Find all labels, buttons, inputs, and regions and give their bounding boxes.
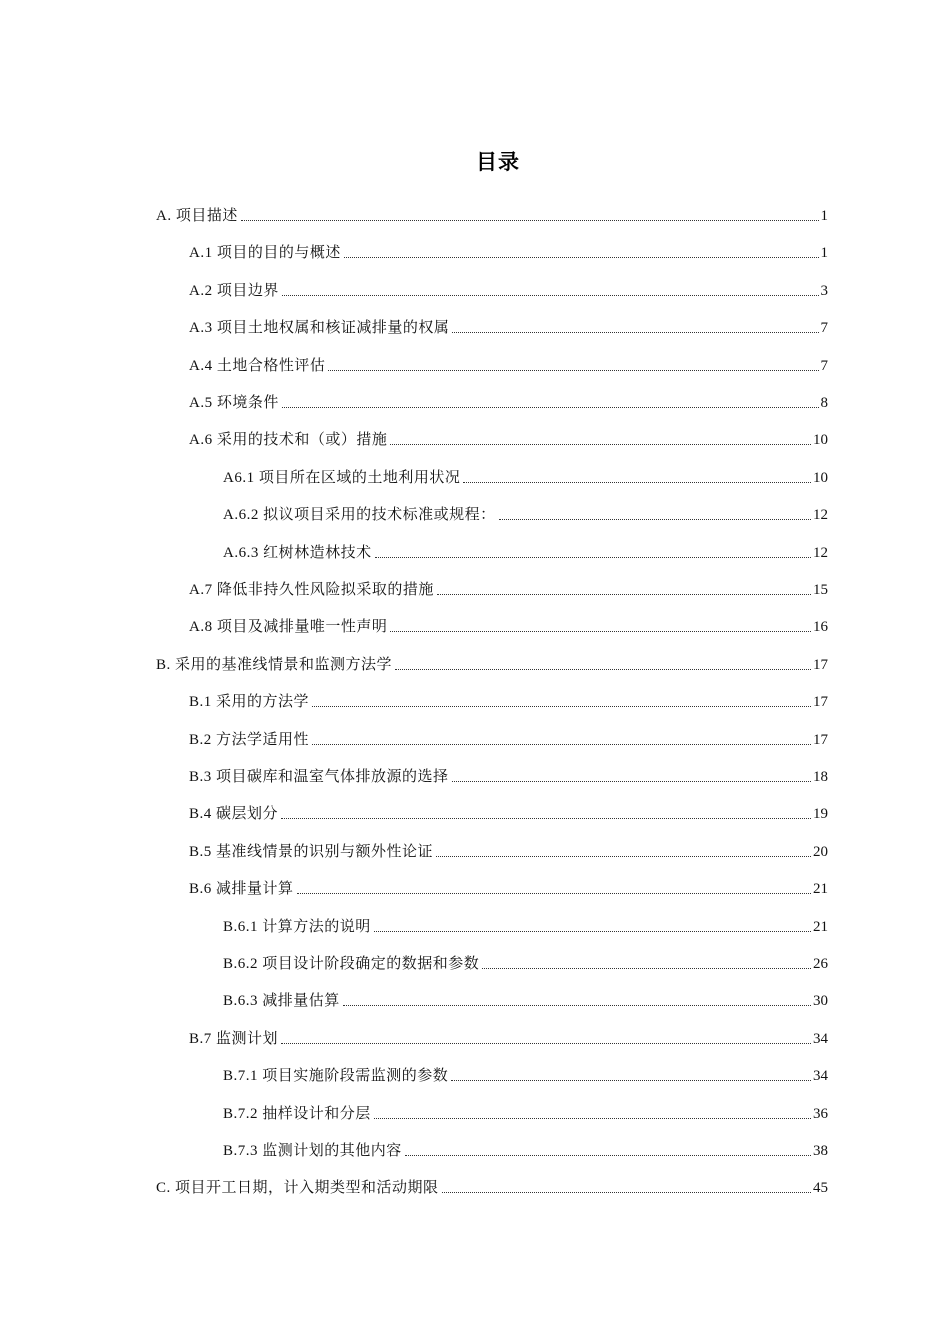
toc-entry[interactable]: [189, 338, 828, 375]
toc-page-number: 18: [813, 769, 828, 785]
toc-entry[interactable]: [189, 749, 828, 786]
toc-page-number: 36: [813, 1105, 828, 1122]
toc-entry-label: A.2 项目边界: [189, 282, 279, 299]
toc-entry[interactable]: [156, 1160, 828, 1197]
toc-entry[interactable]: [189, 712, 828, 749]
toc-leader-dots: [390, 630, 811, 632]
toc-leader-dots: [482, 967, 811, 969]
toc-entry[interactable]: [223, 936, 828, 973]
toc-leader-dots: [282, 294, 819, 296]
toc-page-number: 15: [813, 582, 828, 598]
toc-entry-label: B.5 基准线情景的识别与额外性论证: [189, 843, 434, 860]
toc-entry[interactable]: [189, 225, 828, 262]
toc-page-number: 1: [820, 245, 828, 262]
toc-leader-dots: [499, 518, 811, 520]
toc-entry[interactable]: [223, 1123, 828, 1160]
toc-leader-dots: [436, 855, 811, 857]
toc-leader-dots: [452, 780, 811, 782]
toc-leader-dots: [297, 892, 811, 894]
toc-page-number: 19: [813, 806, 828, 823]
toc-entry-label: A.3 项目土地权属和核证减排量的权属: [189, 320, 450, 337]
toc-entry[interactable]: [223, 1086, 828, 1123]
toc-leader-dots: [328, 369, 818, 371]
toc-entry[interactable]: [189, 674, 828, 711]
toc-entry-label: A. 项目描述: [156, 208, 238, 224]
toc-leader-dots: [374, 1117, 811, 1119]
toc-entry-label: B.6 减排量计算: [189, 881, 294, 898]
toc-entry[interactable]: [189, 1011, 828, 1048]
toc-leader-dots: [344, 256, 819, 258]
page-title: 目录: [476, 150, 520, 174]
toc-entry[interactable]: [189, 300, 828, 337]
toc-page-number: 17: [813, 731, 828, 748]
toc-page-number: 38: [813, 1143, 828, 1159]
toc-page-number: 45: [813, 1180, 828, 1197]
toc-entry-label: A.6.2 拟议项目采用的技术标准或规程：: [223, 507, 496, 524]
toc-entry-label: C. 项目开工日期，计入期类型和活动期限: [156, 1180, 439, 1197]
toc-page-number: 7: [820, 357, 828, 374]
toc-leader-dots: [241, 219, 819, 221]
toc-leader-dots: [463, 481, 811, 483]
toc-entry-label: B.1 采用的方法学: [189, 694, 310, 711]
toc-leader-dots: [437, 593, 811, 595]
toc-leader-dots: [390, 443, 811, 445]
toc-page-number: 10: [813, 469, 828, 486]
toc-leader-dots: [395, 668, 811, 670]
toc-entry[interactable]: [189, 412, 828, 449]
toc-leader-dots: [374, 930, 811, 932]
toc-leader-dots: [451, 1079, 811, 1081]
toc-leader-dots: [312, 705, 811, 707]
toc-entry-label: B.6.3 减排量估算: [223, 993, 340, 1010]
toc-entry[interactable]: [223, 1048, 828, 1085]
toc-entry-label: B.7.1 项目实施阶段需监测的参数: [223, 1068, 449, 1085]
toc-leader-dots: [442, 1191, 811, 1193]
toc-page-number: 3: [820, 282, 828, 299]
toc-leader-dots: [282, 406, 819, 408]
toc-entry-label: B.3 项目碳库和温室气体排放源的选择: [189, 769, 449, 785]
toc-entry[interactable]: [189, 263, 828, 300]
toc-leader-dots: [452, 331, 818, 333]
toc-entry-label: A.4 土地合格性评估: [189, 357, 326, 374]
toc-page-number: 26: [813, 956, 828, 972]
toc-entry-label: B.6.1 计算方法的说明: [223, 918, 371, 935]
toc-entry-label: A.5 环境条件: [189, 395, 279, 411]
toc-page-number: 17: [813, 694, 828, 711]
toc-leader-dots: [343, 1004, 811, 1006]
toc-entry[interactable]: [189, 824, 828, 861]
toc-leader-dots: [405, 1154, 811, 1156]
toc-entry[interactable]: [223, 899, 828, 936]
toc-page-number: 16: [813, 619, 828, 636]
toc-entry[interactable]: [189, 861, 828, 898]
toc-entry-label: A.6.3 红树林造林技术: [223, 544, 372, 561]
toc-entry[interactable]: [223, 525, 828, 562]
toc-entry-label: B.7.3 监测计划的其他内容: [223, 1143, 402, 1159]
toc-entry[interactable]: [189, 599, 828, 636]
toc-page-number: 21: [813, 918, 828, 935]
toc-leader-dots: [281, 817, 811, 819]
toc-entry-label: A.1 项目的目的与概述: [189, 245, 341, 262]
toc-page-number: 30: [813, 993, 828, 1010]
toc-entry[interactable]: [156, 637, 828, 674]
toc-entry-label: A6.1 项目所在区域的土地利用状况: [223, 469, 461, 486]
toc-leader-dots: [312, 743, 811, 745]
toc-entry[interactable]: [156, 188, 828, 225]
toc-page-number: 8: [820, 395, 828, 411]
toc-page-number: 20: [813, 843, 828, 860]
toc-page-number: 1: [820, 208, 828, 224]
toc-page-number: 21: [813, 881, 828, 898]
toc-page-number: 12: [813, 544, 828, 561]
toc-leader-dots: [281, 1042, 811, 1044]
toc-entry-label: B. 采用的基准线情景和监测方法学: [156, 656, 393, 673]
toc-page-number: 34: [813, 1068, 828, 1085]
toc-page-number: 7: [820, 320, 828, 337]
toc-entry-label: A.8 项目及减排量唯一性声明: [189, 619, 388, 636]
toc-entry[interactable]: [223, 973, 828, 1010]
toc-leader-dots: [375, 556, 811, 558]
toc-entry-label: B.6.2 项目设计阶段确定的数据和参数: [223, 956, 480, 972]
toc-page-number: 17: [813, 656, 828, 673]
toc-entry[interactable]: [223, 487, 828, 524]
toc-page-number: 12: [813, 507, 828, 524]
toc-entry-label: B.7.2 抽样设计和分层: [223, 1105, 371, 1122]
toc-entry-label: B.2 方法学适用性: [189, 731, 310, 748]
toc-entry[interactable]: [223, 450, 828, 487]
toc-entry[interactable]: [189, 786, 828, 823]
toc-entry-label: B.4 碳层划分: [189, 806, 279, 823]
toc-entry[interactable]: [189, 562, 828, 599]
toc-entry-label: A.6 采用的技术和（或）措施: [189, 432, 388, 449]
toc-entry-label: A.7 降低非持久性风险拟采取的措施: [189, 582, 434, 598]
toc-entry[interactable]: [189, 375, 828, 412]
toc-page-number: 10: [813, 432, 828, 449]
toc-page-number: 34: [813, 1030, 828, 1047]
toc-entry-label: B.7 监测计划: [189, 1030, 279, 1047]
